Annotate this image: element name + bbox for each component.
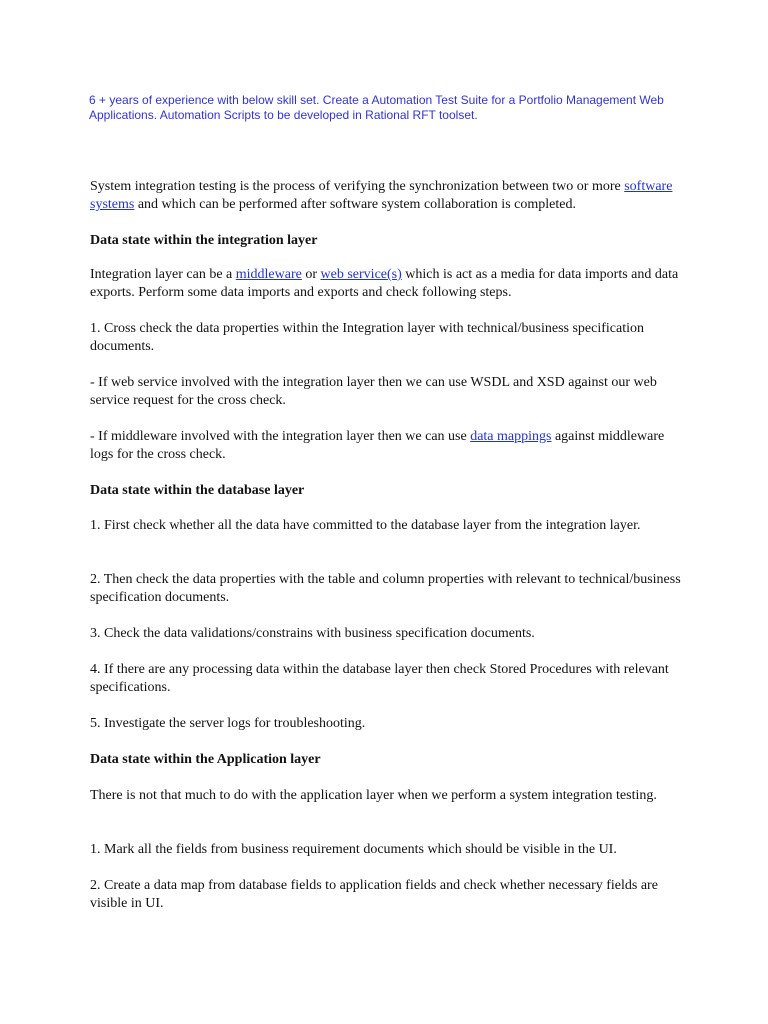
- database-step-4: 4. If there are any processing data within the database layer then check Stored Procedures with relevant specifications.: [90, 662, 669, 695]
- web-services-link[interactable]: web service(s): [320, 267, 402, 282]
- integration-step-web-service: - If web service involved with the integration layer then we can use WSDL and XSD against our web service request for the cross check.: [90, 375, 657, 408]
- application-step-1: 1. Mark all the fields from business requirement documents which should be visible in the UI.: [90, 842, 617, 857]
- paragraph-text: against middleware logs for the cross check.: [90, 429, 665, 462]
- middleware-link[interactable]: middleware: [235, 267, 302, 282]
- paragraph-text: which is act as a media for data imports and data exports. Perform some data imports and exports and check following steps.: [90, 267, 679, 300]
- paragraph-text: - If middleware involved with the integration layer then we can use: [90, 429, 471, 444]
- integration-step-middleware: [90, 428, 690, 464]
- database-step-3: 3. Check the data validations/constrains with business specification documents.: [90, 626, 535, 641]
- integration-step-1: 1. Cross check the data properties within the Integration layer with technical/business specification documents.: [90, 321, 644, 354]
- paragraph-text: System integration testing is the process of verifying the synchronization between two or more: [90, 179, 625, 194]
- database-step-2: 2. Then check the data properties with the table and column properties with relevant to technical/business specification documents.: [90, 572, 681, 605]
- paragraph-system-integration: [90, 178, 690, 214]
- paragraph-text: and which can be performed after software system collaboration is completed.: [134, 197, 576, 212]
- software-systems-link[interactable]: software systems: [90, 179, 673, 212]
- application-paragraph: There is not that much to do with the application layer when we perform a system integration testing.: [90, 788, 657, 803]
- heading-application-layer: Data state within the Application layer: [90, 752, 321, 767]
- database-step-5: 5. Investigate the server logs for troubleshooting.: [90, 716, 366, 731]
- application-step-2: 2. Create a data map from database fields to application fields and check whether necessary fields are visible in UI.: [90, 878, 658, 911]
- database-step-1: 1. First check whether all the data have committed to the database layer from the integration layer.: [90, 518, 641, 533]
- intro-text: 6 + years of experience with below skill set. Create a Automation Test Suite for a Portfolio Management Web Applications. Automation Scripts to be developed in Rational RFT toolset.: [89, 93, 664, 122]
- heading-integration-layer: Data state within the integration layer: [90, 233, 318, 248]
- paragraph-text: Integration layer can be a: [90, 267, 236, 282]
- paragraph-integration-layer: [90, 266, 690, 302]
- heading-database-layer: Data state within the database layer: [90, 483, 305, 498]
- paragraph-text: or: [301, 267, 321, 282]
- data-mappings-link[interactable]: data mappings: [470, 429, 552, 444]
